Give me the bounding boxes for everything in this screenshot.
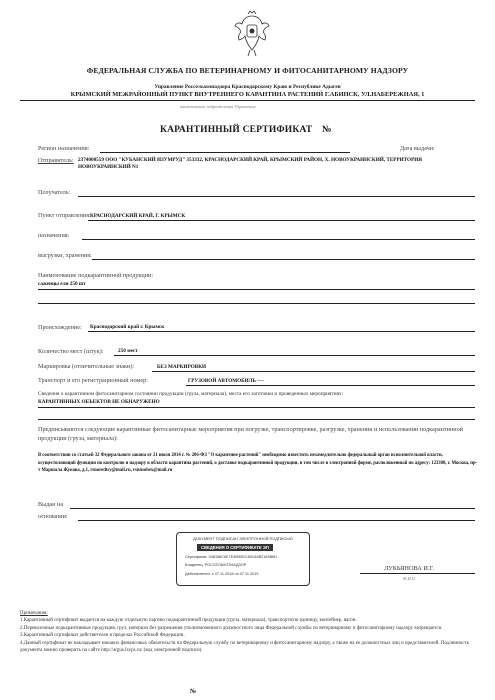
marking-value: БЕЗ МАРКИРОВКИ [157, 364, 207, 370]
marking-label: Маркировка (отличительные знаки): [38, 363, 135, 370]
stamp-header: ДОКУМЕНТ ПОДПИСАН ЭЛЕКТРОННОЙ ПОДПИСЬЮ [193, 536, 293, 541]
state-value: КАРАНТИННЫХ ОБЪЕКТОВ НЕ ОБНАРУЖЕНО [38, 399, 160, 405]
checkpoint-name: КРЫМСКИЙ МЕЖРАЙОННЫЙ ПУНКТ ВНУТРЕННЕГО КАРАНТИНА РАСТЕНИЙ Г.АБИНСК, УЛ.НАБЕРЕЖНАЯ, 1 [70, 91, 425, 98]
issue-date-label: Дата выдачи: [400, 145, 435, 152]
basis-label: основании: [38, 513, 68, 520]
region-label: Регион назначения: [38, 145, 90, 152]
inspector-name: ЛУКЬЯНОВА И.Г. [384, 565, 435, 572]
stamp-validity: Действителен: с 07.11.2018 по 07.11.2019 [185, 572, 259, 576]
transport-value: ГРУЗОВОЙ АВТОМОБИЛЬ ---- [188, 378, 265, 384]
stamp-badge: СВЕДЕНИЯ О СЕРТИФИКАТЕ ЭП [197, 544, 273, 551]
note-item: 3.Карантинный сертификат действителен в пределах Российской Федерации. [20, 633, 185, 639]
checkpoint-caption: наименование подразделения Управления [180, 104, 256, 109]
inspector-caption: Ф.И.О. [403, 576, 416, 581]
product-value: саженцы ели 250 шт [38, 281, 86, 287]
dispatch-point-label: Пункт отправления: [38, 212, 91, 219]
electronic-signature-stamp [176, 532, 310, 586]
transport-label: Транспорт и его регистрационный номер: [38, 377, 148, 384]
notes-heading: Примечания: [20, 611, 48, 616]
dispatch-point-value: КРАСНОДАРСКИЙ КРАЙ, Г. КРЫМСК [90, 213, 186, 219]
note-item: 2.Перевозочные подкарантинные продукция, груз, материал без разрешения уполномоченного должностного лица Федеральной службы по ветеринарному и фитосанитарному надзору запрещается. [20, 625, 443, 631]
coat-of-arms-emblem [232, 10, 272, 58]
places-label: Количество мест (штук): [38, 348, 104, 355]
stamp-certificate: Сертификат: 048158C6E7E4B90DC851A9B2163B6D [185, 555, 278, 559]
footer-page-mark: № [190, 688, 197, 695]
certificate-title: КАРАНТИННЫЙ СЕРТИФИКАТ [160, 125, 313, 135]
measures-value: В соответствии со статьей 32 Федерального закона от 21 июля 2014 г. № 206-ФЗ "О карантине растений" необходимо известить незамедлительно федеральный орган исполнительной власти, осуществляющий функции по контролю и надзору в области карантина растений, о доставке подкарантинной продукции, в том числе в электронной форме, расположенный по адресу: 123308, г. Москва, пр-т Маршала Жукова, д.1, rsnoredtsy@mail.ru, rsnnsobex@mail.ru [38, 453, 478, 474]
measures-label: Предписываются следующие карантинные фитосанитарные мероприятия при погрузке, транспортировке, разгрузке, хранении и использовании подкарантинной продукции (груза, материала): [38, 426, 463, 442]
receiver-label: Получатель: [38, 189, 71, 196]
product-label: Наименование подкарантинной продукции: [38, 272, 154, 279]
destination-label: назначения: [38, 232, 70, 239]
state-label: Сведения о карантинном фитосанитарном состоянии продукции (груза, материала), места его заготовки и проведенных мероприятиях: [38, 391, 344, 397]
origin-value: Краснодарский край г. Крымск [90, 324, 165, 330]
sender-value: 2374000559 ООО "КУБАНСКИЙ ИЗУМРУД" 353332, КРАСНОДАРСКИЙ КРАЙ, КРЫМСКИЙ РАЙОН, Х. НОВОУКРАИНСКИЙ, ТЕРРИТОРИЯ НОВОУКРАИНСКИЙ N1 [78, 157, 423, 170]
stamp-owner: Владелец: РОССЕЛЬХОЗНАДЗОР [185, 563, 247, 567]
notes-section [20, 610, 475, 654]
places-value: 250 мест [118, 348, 138, 354]
issued-label: Выдан на [38, 501, 64, 508]
sender-label: Отправитель: [38, 157, 74, 164]
agency-title: ФЕДЕРАЛЬНАЯ СЛУЖБА ПО ВЕТЕРИНАРНОМУ И ФИТОСАНИТАРНОМУ НАДЗОРУ [86, 66, 409, 75]
note-item: 4.Данный сертификат не накладывает никаких финансовых обязательств на Федеральную службу по ветеринарному и фитосанитарному надзору, а также на ее должностных лиц и представителей. Подлинность документа можно проверить на сайте http://argus.fsvps.ru/ (код электронной подписи). [20, 640, 470, 654]
note-item: 1.Карантинный сертификат выдается на каждую отдельную партию подкарантинной продукции (груза, материала), транспортную единицу, контейнер, вагон. [20, 618, 357, 624]
origin-label: Происхождение: [38, 324, 82, 331]
department-name: Управление Россельхознадзора Краснодарскому Краю и Республике Адыгея [154, 84, 341, 90]
certificate-number-label: № [322, 125, 332, 135]
unloading-label: выгрузки, хранения: [38, 252, 92, 259]
